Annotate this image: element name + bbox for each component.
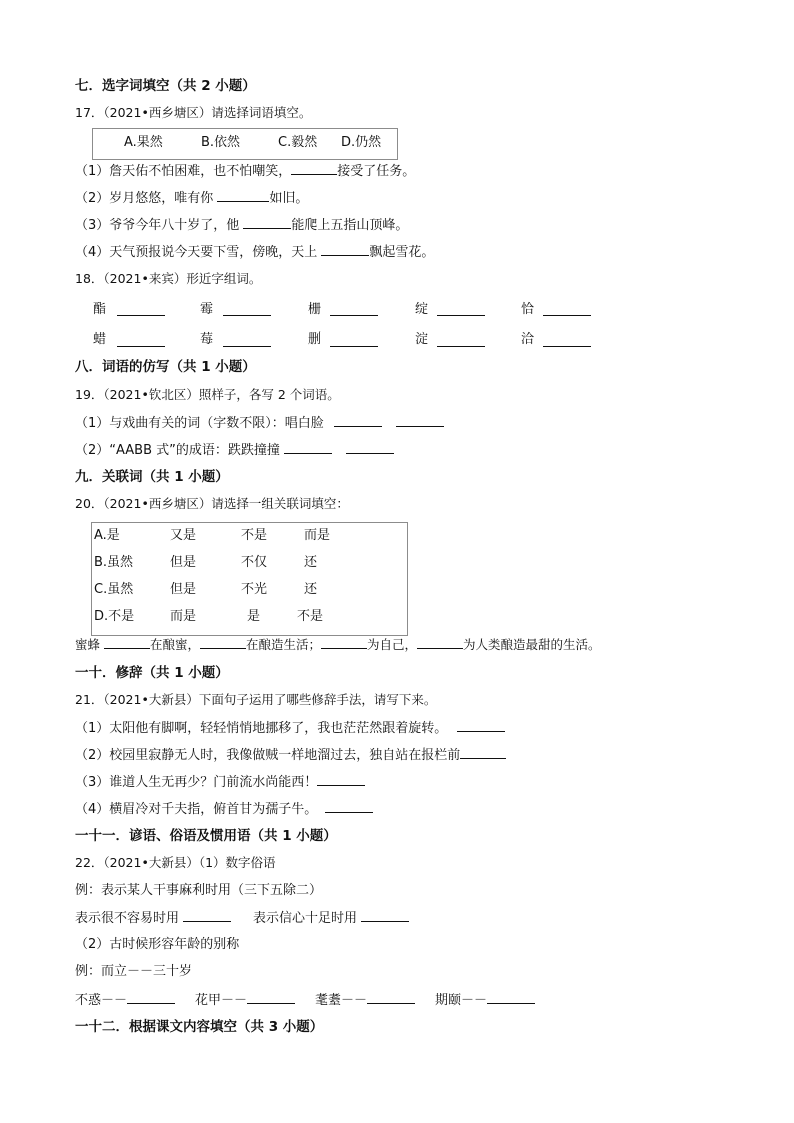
q22-line-1: 表示很不容易时用 表示信心十足时用	[75, 909, 409, 928]
answer-blank[interactable]	[437, 346, 485, 347]
answer-blank[interactable]	[417, 636, 463, 649]
q20-cell: 而是	[304, 528, 331, 543]
q18-char: 淀	[415, 332, 429, 347]
q18-char: 绽	[415, 302, 429, 317]
answer-blank[interactable]	[457, 719, 505, 732]
q22-stem: 22．（2021•大新县）（1）数字俗语	[75, 855, 276, 870]
q21-item-4: （4）横眉冷对千夫指，俯首甘为孺子牛。	[75, 800, 373, 819]
answer-blank[interactable]	[367, 991, 415, 1004]
q17-item-4: （4）天气预报说今天要下雪，傍晚，天上 飘起雪花。	[75, 245, 435, 260]
answer-blank[interactable]	[330, 346, 378, 347]
q17-stem: 17．（2021•西乡塘区）请选择词语填空。	[75, 105, 312, 120]
q17-option-a: A.果然	[124, 135, 163, 150]
answer-blank[interactable]	[317, 773, 365, 786]
section-7-title: 七．选字词填空（共 2 小题）	[75, 78, 256, 94]
answer-blank[interactable]	[243, 216, 291, 229]
answer-blank[interactable]	[183, 909, 231, 922]
q20-cell: 又是	[170, 528, 197, 543]
q17-item-3: （3）爷爷今年八十岁了，他 能爬上五指山顶峰。	[75, 218, 409, 233]
q17-option-c: C.毅然	[278, 135, 318, 150]
answer-blank[interactable]	[543, 315, 591, 316]
q21-item-2: （2）校园里寂静无人时，我像做贼一样地溜过去，独自站在报栏前	[75, 746, 506, 765]
q20-cell: 不仅	[241, 555, 268, 570]
q19-stem: 19．（2021•钦北区）照样子，各写 2 个词语。	[75, 387, 340, 402]
section-8-title: 八．词语的仿写（共 1 小题）	[75, 359, 256, 375]
q18-char: 莓	[200, 332, 214, 347]
q20-cell: 不是	[297, 609, 324, 624]
q21-item-1: （1）太阳他有脚啊，轻轻悄悄地挪移了，我也茫茫然跟着旋转。	[75, 719, 505, 738]
answer-blank[interactable]	[247, 991, 295, 1004]
answer-blank[interactable]	[217, 189, 269, 202]
q22-example-1: 例：表示某人干事麻利时用（三下五除二）	[75, 883, 323, 898]
answer-blank[interactable]	[321, 243, 369, 256]
q17-options-box	[92, 128, 398, 160]
q18-char: 蜡	[93, 332, 107, 347]
q21-item-3: （3）谁道人生无再少？门前流水尚能西！	[75, 773, 365, 792]
section-12-title: 一十二．根据课文内容填空（共 3 小题）	[75, 1019, 324, 1035]
answer-blank[interactable]	[117, 315, 165, 316]
answer-blank[interactable]	[291, 162, 337, 175]
q21-stem: 21．（2021•大新县）下面句子运用了哪些修辞手法，请写下来。	[75, 692, 437, 707]
q20-cell: A.是	[94, 528, 120, 543]
q18-char: 恰	[521, 302, 535, 317]
q19-item-2: （2）“AABB 式”的成语：跌跌撞撞	[75, 441, 394, 460]
q22-sub-2: （2）古时候形容年龄的别称	[75, 937, 240, 952]
q20-cell: 但是	[170, 582, 197, 597]
q17-item-2: （2）岁月悠悠，唯有你 如旧。	[75, 191, 309, 206]
answer-blank[interactable]	[325, 800, 373, 813]
answer-blank[interactable]	[284, 441, 332, 454]
q18-char: 霉	[200, 302, 214, 317]
q20-cell: C.虽然	[94, 582, 134, 597]
q18-char: 洽	[521, 332, 535, 347]
answer-blank[interactable]	[223, 315, 271, 316]
q17-item-1: （1）詹天佑不怕困难，也不怕嘲笑， 接受了任务。	[75, 164, 416, 179]
answer-blank[interactable]	[460, 746, 506, 759]
answer-blank[interactable]	[543, 346, 591, 347]
q20-stem: 20．（2021•西乡塘区）请选择一组关联词填空：	[75, 496, 349, 511]
answer-blank[interactable]	[334, 414, 382, 427]
q19-item-1: （1）与戏曲有关的词（字数不限）：唱白脸	[75, 414, 444, 433]
answer-blank[interactable]	[487, 991, 535, 1004]
q22-ages: 不惑－－ 花甲－－ 耄耋－－ 期颐－－	[75, 991, 535, 1010]
q20-cell: B.虽然	[94, 555, 134, 570]
q18-char: 栅	[308, 302, 322, 317]
section-9-title: 九．关联词（共 1 小题）	[75, 469, 229, 485]
q20-cell: 不是	[241, 528, 268, 543]
q18-char: 酯	[93, 302, 107, 317]
answer-blank[interactable]	[396, 414, 444, 427]
answer-blank[interactable]	[437, 315, 485, 316]
section-10-title: 一十．修辞（共 1 小题）	[75, 665, 229, 681]
q18-char: 删	[308, 332, 322, 347]
answer-blank[interactable]	[200, 636, 246, 649]
q20-cell: 还	[304, 555, 318, 570]
q22-example-2: 例：而立－－三十岁	[75, 964, 193, 979]
q17-option-d: D.仍然	[341, 135, 382, 150]
q20-cell: 但是	[170, 555, 197, 570]
answer-blank[interactable]	[346, 441, 394, 454]
answer-blank[interactable]	[223, 346, 271, 347]
q20-options-box	[91, 522, 408, 636]
q20-cell: D.不是	[94, 609, 135, 624]
answer-blank[interactable]	[127, 991, 175, 1004]
q20-cell: 而是	[170, 609, 197, 624]
q20-cell: 还	[304, 582, 318, 597]
q17-option-b: B.依然	[201, 135, 241, 150]
q18-stem: 18．（2021•来宾）形近字组词。	[75, 271, 262, 286]
answer-blank[interactable]	[361, 909, 409, 922]
answer-blank[interactable]	[117, 346, 165, 347]
section-11-title: 一十一．谚语、俗语及惯用语（共 1 小题）	[75, 828, 337, 844]
answer-blank[interactable]	[321, 636, 367, 649]
q20-sentence: 蜜蜂 在酿蜜， 在酿造生活； 为自己， 为人类酿造最甜的生活。	[75, 637, 601, 652]
q20-cell: 是	[247, 609, 261, 624]
answer-blank[interactable]	[104, 636, 150, 649]
answer-blank[interactable]	[330, 315, 378, 316]
q20-cell: 不光	[241, 582, 268, 597]
